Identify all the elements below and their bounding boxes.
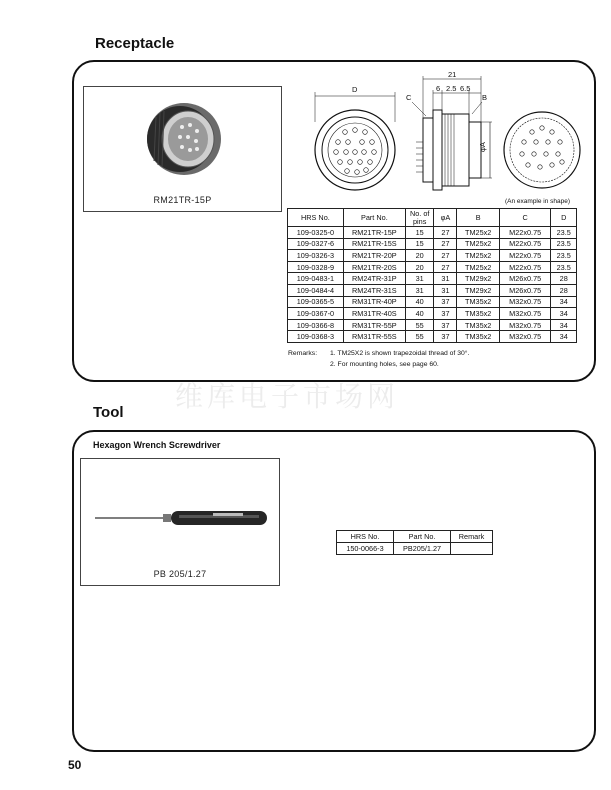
table-cell: 23.5	[551, 250, 577, 262]
table-cell: RM31TR-55P	[343, 319, 405, 331]
table-cell: 55	[405, 331, 434, 343]
table-cell: 34	[551, 331, 577, 343]
table-cell: 109-0483-1	[288, 273, 344, 285]
table-cell: M32x0.75	[499, 331, 551, 343]
table-cell: 31	[434, 284, 457, 296]
table-cell: M22x0.75	[499, 250, 551, 262]
table-cell: TM25x2	[457, 250, 499, 262]
table-cell: TM29x2	[457, 284, 499, 296]
table-cell: 109-0327-6	[288, 238, 344, 250]
table-cell: RM31TR-40P	[343, 296, 405, 308]
table-cell: RM31TR-55S	[343, 331, 405, 343]
table-cell: TM35x2	[457, 331, 499, 343]
table-cell: 109-0484-4	[288, 284, 344, 296]
table-cell: M32x0.75	[499, 319, 551, 331]
table-cell: M22x0.75	[499, 227, 551, 239]
table-cell: 109-0366-8	[288, 319, 344, 331]
label-c: C	[406, 93, 412, 102]
col-remark: Remark	[451, 531, 493, 543]
table-cell: 34	[551, 319, 577, 331]
table-cell: TM25x2	[457, 261, 499, 273]
table-row	[288, 308, 577, 320]
table-cell: PB205/1.27	[393, 543, 450, 555]
col-c: C	[499, 209, 551, 227]
table-cell: 23.5	[551, 227, 577, 239]
front-view	[315, 85, 395, 190]
table-header-row	[288, 209, 577, 227]
table-cell: TM35x2	[457, 296, 499, 308]
table-row	[288, 238, 577, 250]
table-cell: M32x0.75	[499, 296, 551, 308]
table-cell: 55	[405, 319, 434, 331]
table-row	[288, 273, 577, 285]
table-row	[288, 296, 577, 308]
receptacle-photo-caption: RM21TR-15P	[153, 195, 212, 205]
table-row	[288, 261, 577, 273]
table-cell: 34	[551, 296, 577, 308]
table-cell: TM35x2	[457, 308, 499, 320]
receptacle-heading: Receptacle	[95, 35, 175, 52]
receptacle-table-body	[288, 227, 577, 343]
table-cell: 34	[551, 308, 577, 320]
col-part-no: Part No.	[343, 209, 405, 227]
label-b: B	[482, 93, 488, 102]
table-cell: RM24TR-31S	[343, 284, 405, 296]
col-d: D	[551, 209, 577, 227]
table-cell: TM25x2	[457, 238, 499, 250]
table-cell: 15	[405, 238, 434, 250]
table-cell: 23.5	[551, 261, 577, 273]
receptacle-photo	[83, 86, 282, 212]
remark-1: 1. TM25X2 is shown trapezoidal thread of 30°.	[330, 350, 470, 357]
table-cell: 37	[434, 319, 457, 331]
table-cell: RM21TR-15P	[343, 227, 405, 239]
table-cell: 109-0325-0	[288, 227, 344, 239]
table-cell: RM21TR-20P	[343, 250, 405, 262]
table-cell: M32x0.75	[499, 308, 551, 320]
table-cell: 109-0367-0	[288, 308, 344, 320]
screwdriver-image	[81, 459, 279, 559]
table-cell: 109-0328-9	[288, 261, 344, 273]
tool-photo-caption: PB 205/1.27	[153, 569, 207, 579]
table-cell: 31	[434, 273, 457, 285]
side-view	[406, 70, 492, 190]
table-cell: 31	[405, 273, 434, 285]
label-seg2: 2.5	[446, 84, 457, 93]
table-cell: 150-0066-3	[337, 543, 394, 555]
table-cell	[451, 543, 493, 555]
table-cell: RM24TR-31P	[343, 273, 405, 285]
connector-photo-image	[84, 87, 281, 187]
table-cell: 27	[434, 227, 457, 239]
table-row	[288, 331, 577, 343]
receptacle-drawing	[300, 70, 590, 210]
table-row	[288, 319, 577, 331]
label-phi-a: φA	[478, 142, 487, 152]
col-part-no: Part No.	[393, 531, 450, 543]
label-seg3: 6.5	[460, 84, 471, 93]
page-number: 50	[68, 758, 82, 772]
table-cell: 15	[405, 227, 434, 239]
table-cell: 27	[434, 238, 457, 250]
tool-heading: Tool	[93, 404, 124, 421]
table-cell: 20	[405, 250, 434, 262]
table-cell: RM21TR-15S	[343, 238, 405, 250]
table-cell: M22x0.75	[499, 261, 551, 273]
table-cell: 20	[405, 261, 434, 273]
col-phi-a: φA	[434, 209, 457, 227]
table-cell: TM29x2	[457, 273, 499, 285]
tool-photo	[80, 458, 280, 586]
tool-subtitle: Hexagon Wrench Screwdriver	[93, 440, 221, 450]
table-cell: 28	[551, 284, 577, 296]
table-row	[288, 227, 577, 239]
table-cell: 109-0326-3	[288, 250, 344, 262]
table-cell: M22x0.75	[499, 238, 551, 250]
table-cell: 40	[405, 296, 434, 308]
table-cell: RM21TR-20S	[343, 261, 405, 273]
table-cell: 27	[434, 261, 457, 273]
table-cell: TM35x2	[457, 319, 499, 331]
watermark: 维库电子市场网	[175, 380, 400, 413]
col-hrs-no: HRS No.	[337, 531, 394, 543]
label-seg1: 6	[436, 84, 441, 93]
table-cell: 37	[434, 296, 457, 308]
label-overall: 21	[448, 70, 457, 79]
col-hrs-no: HRS No.	[288, 209, 344, 227]
table-cell: 40	[405, 308, 434, 320]
table-header-row	[337, 531, 493, 543]
receptacle-spec-table	[287, 208, 577, 343]
table-cell: 109-0365-5	[288, 296, 344, 308]
label-d: D	[352, 85, 358, 94]
table-cell: 23.5	[551, 238, 577, 250]
table-cell: M26x0.75	[499, 284, 551, 296]
remark-2: 2. For mounting holes, see page 60.	[330, 361, 439, 368]
pin-layout-view	[504, 112, 580, 188]
table-cell: 27	[434, 250, 457, 262]
table-cell: 31	[405, 284, 434, 296]
tool-table-body	[337, 543, 493, 555]
table-row	[288, 284, 577, 296]
table-cell: M26x0.75	[499, 273, 551, 285]
table-cell: 37	[434, 331, 457, 343]
remarks-label: Remarks:	[288, 350, 318, 357]
tool-spec-table	[336, 530, 493, 555]
table-row	[288, 250, 577, 262]
table-cell: 28	[551, 273, 577, 285]
table-cell: TM25x2	[457, 227, 499, 239]
table-cell: 109-0368-3	[288, 331, 344, 343]
shape-note: (An example in shape)	[505, 198, 571, 205]
col-b: B	[457, 209, 499, 227]
table-cell: RM31TR-40S	[343, 308, 405, 320]
col-no-of-pins: No. of pins	[405, 209, 434, 227]
table-cell: 37	[434, 308, 457, 320]
table-row	[337, 543, 493, 555]
